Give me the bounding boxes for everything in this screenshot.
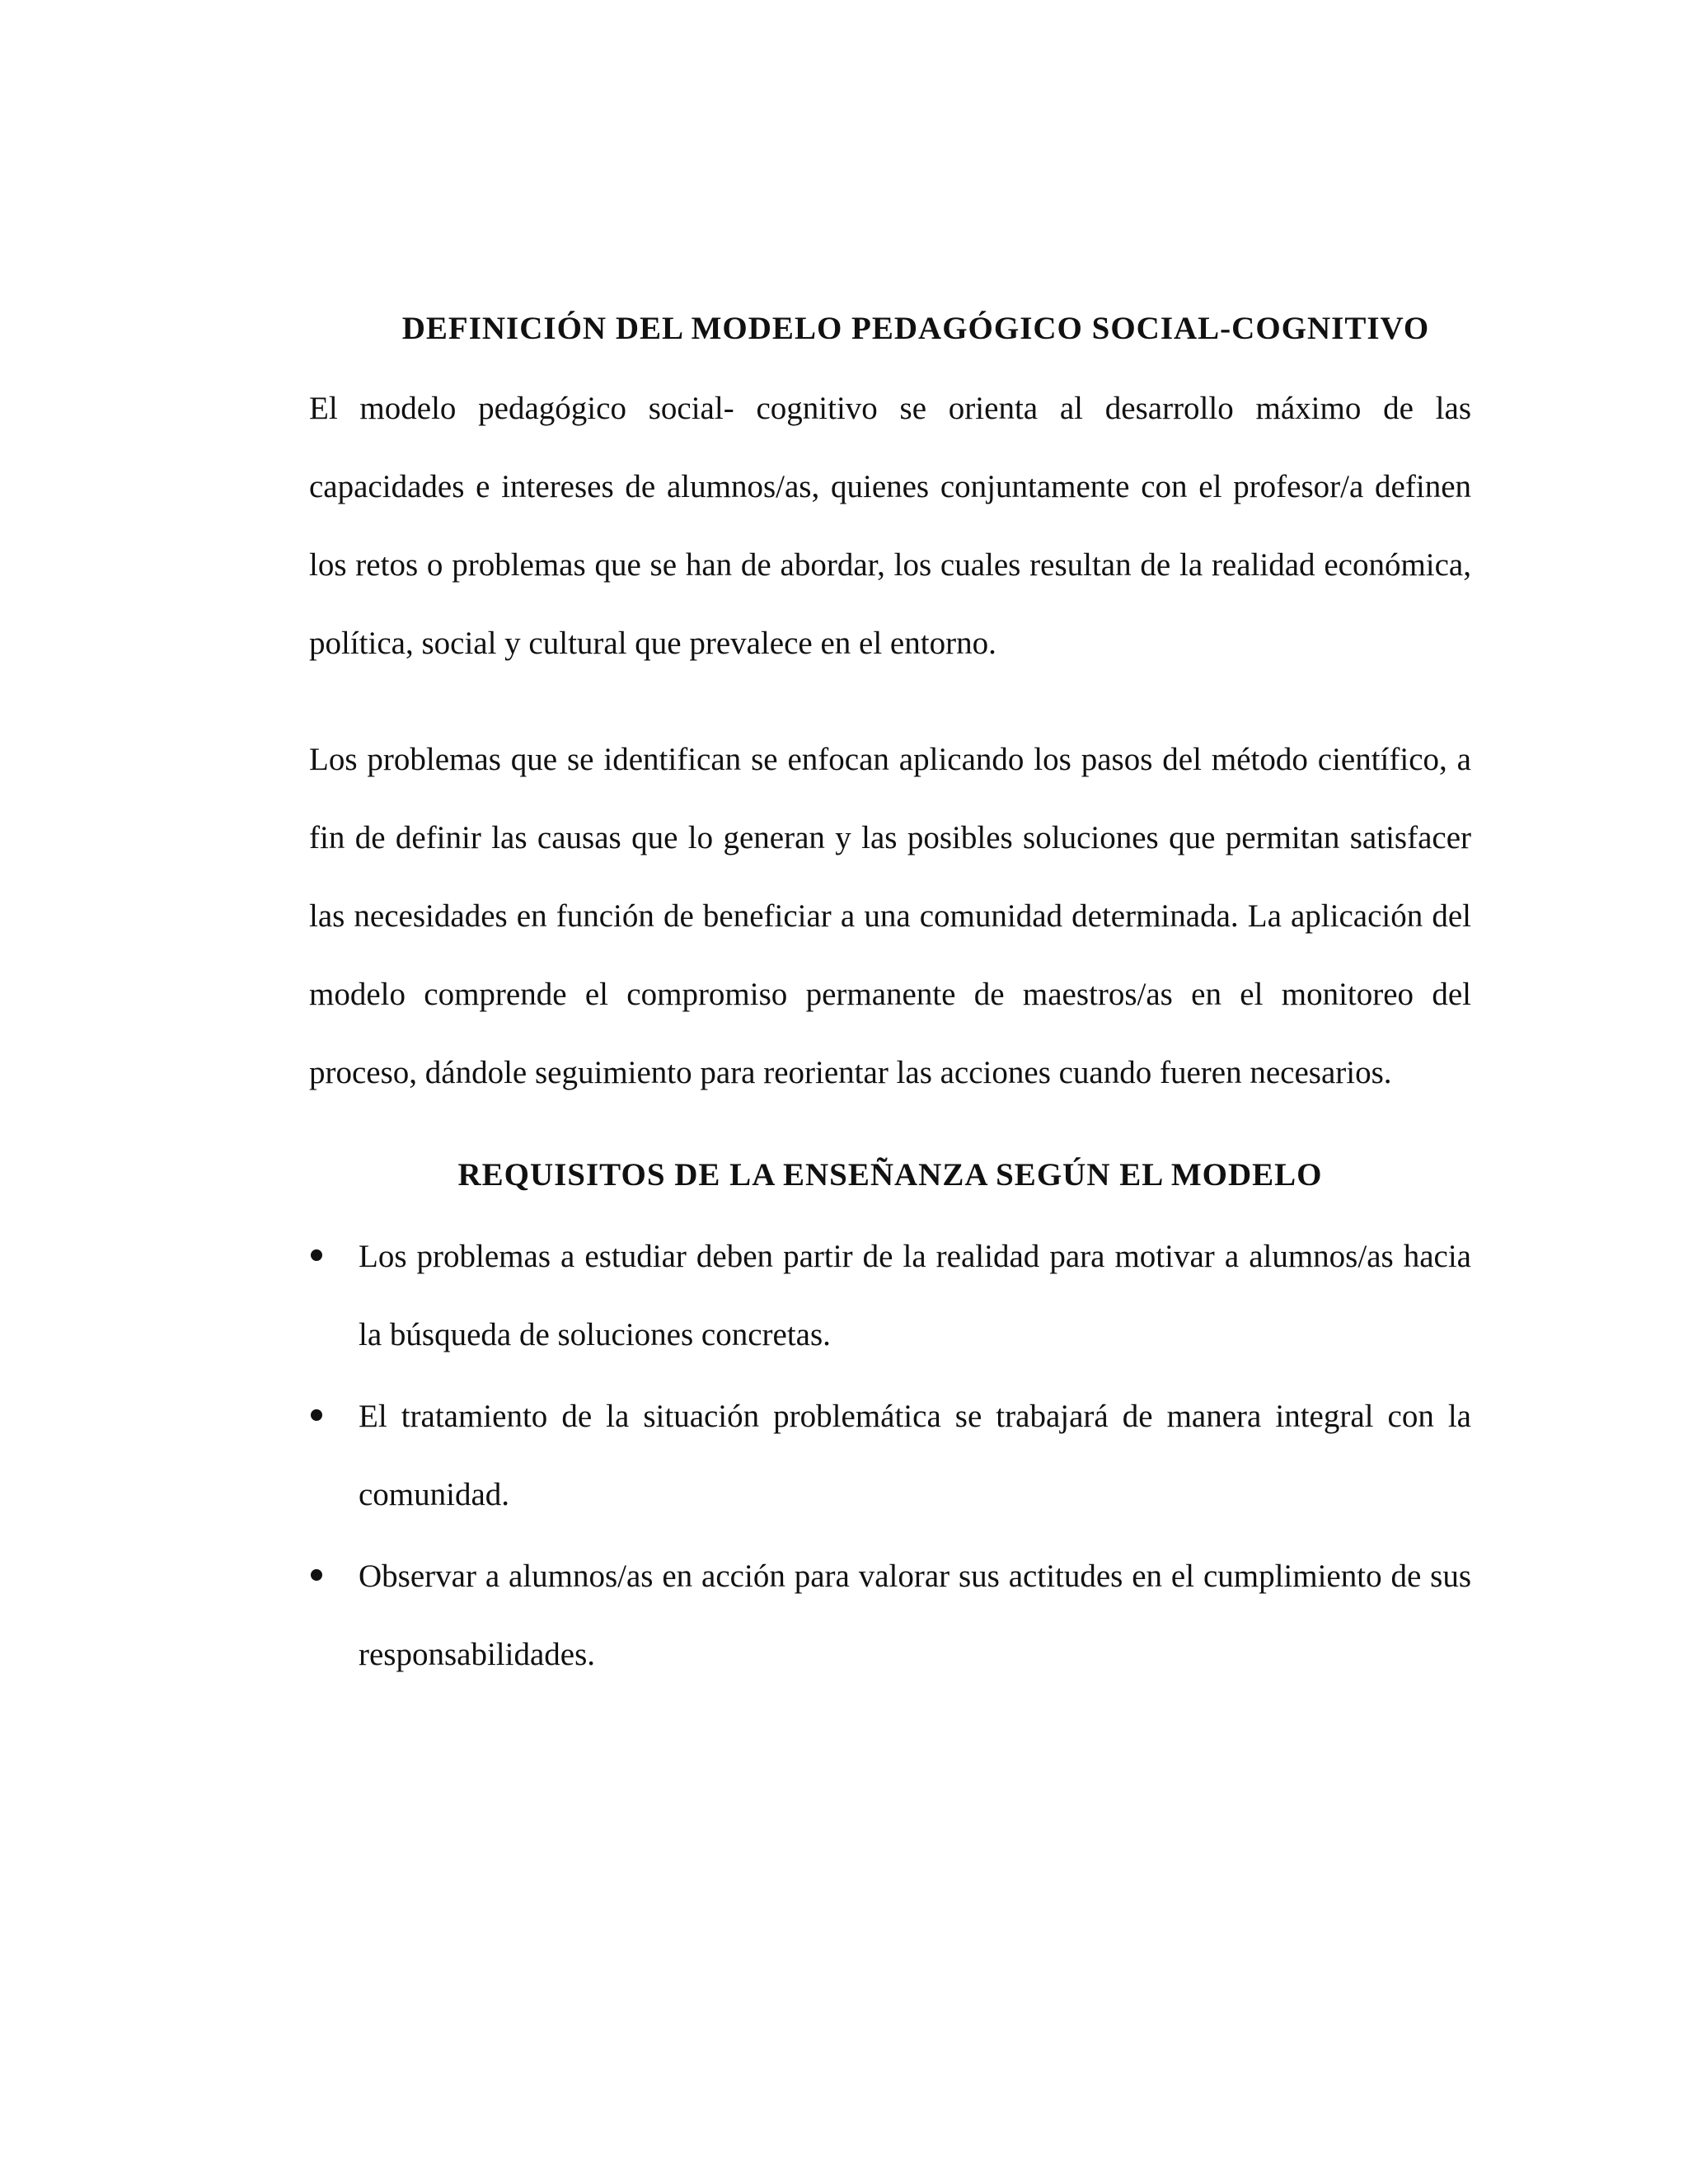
list-item-text: Observar a alumnos/as en acción para valorar sus actitudes en el cumplimiento de sus responsabilidades. bbox=[359, 1558, 1471, 1672]
bullet-icon bbox=[311, 1249, 322, 1261]
list-item bbox=[309, 1537, 1471, 1694]
list-item-text: El tratamiento de la situación problemática se trabajará de manera integral con la comunidad. bbox=[359, 1399, 1471, 1512]
paragraph-definition: El modelo pedagógico social- cognitivo se orienta al desarrollo máximo de las capacidades e intereses de alumnos/as, quienes conjuntamente con el profesor/a definen los retos o problemas que se han de abordar, los cuales resultan de la realidad económica, política, social y cultural que prevalece en el entorno. bbox=[309, 391, 1471, 661]
paragraph-problem-method: Los problemas que se identifican se enfocan aplicando los pasos del método científico, a fin de definir las causas que lo generan y las posibles soluciones que permitan satisfacer las necesidades en función de beneficiar a una comunidad determinada. La aplicación del modelo comprende el compromiso permanente de maestros/as en el monitoreo del proceso, dándole seguimiento para reorientar las acciones cuando fueren necesarios. bbox=[309, 742, 1471, 1090]
document-body bbox=[309, 300, 1471, 1694]
list-item bbox=[309, 1217, 1471, 1374]
list-item-text: Los problemas a estudiar deben partir de la realidad para motivar a alumnos/as hacia la búsqueda de soluciones concretas. bbox=[359, 1239, 1471, 1352]
list-item bbox=[309, 1377, 1471, 1534]
bullet-icon bbox=[311, 1569, 322, 1581]
section-heading-requirements: REQUISITOS DE LA ENSEÑANZA SEGÚN EL MODELO bbox=[457, 1157, 1323, 1193]
bullet-icon bbox=[311, 1409, 322, 1421]
requirements-list bbox=[309, 1217, 1471, 1694]
section-heading-definition: DEFINICIÓN DEL MODELO PEDAGÓGICO SOCIAL-COGNITIVO bbox=[401, 311, 1430, 346]
